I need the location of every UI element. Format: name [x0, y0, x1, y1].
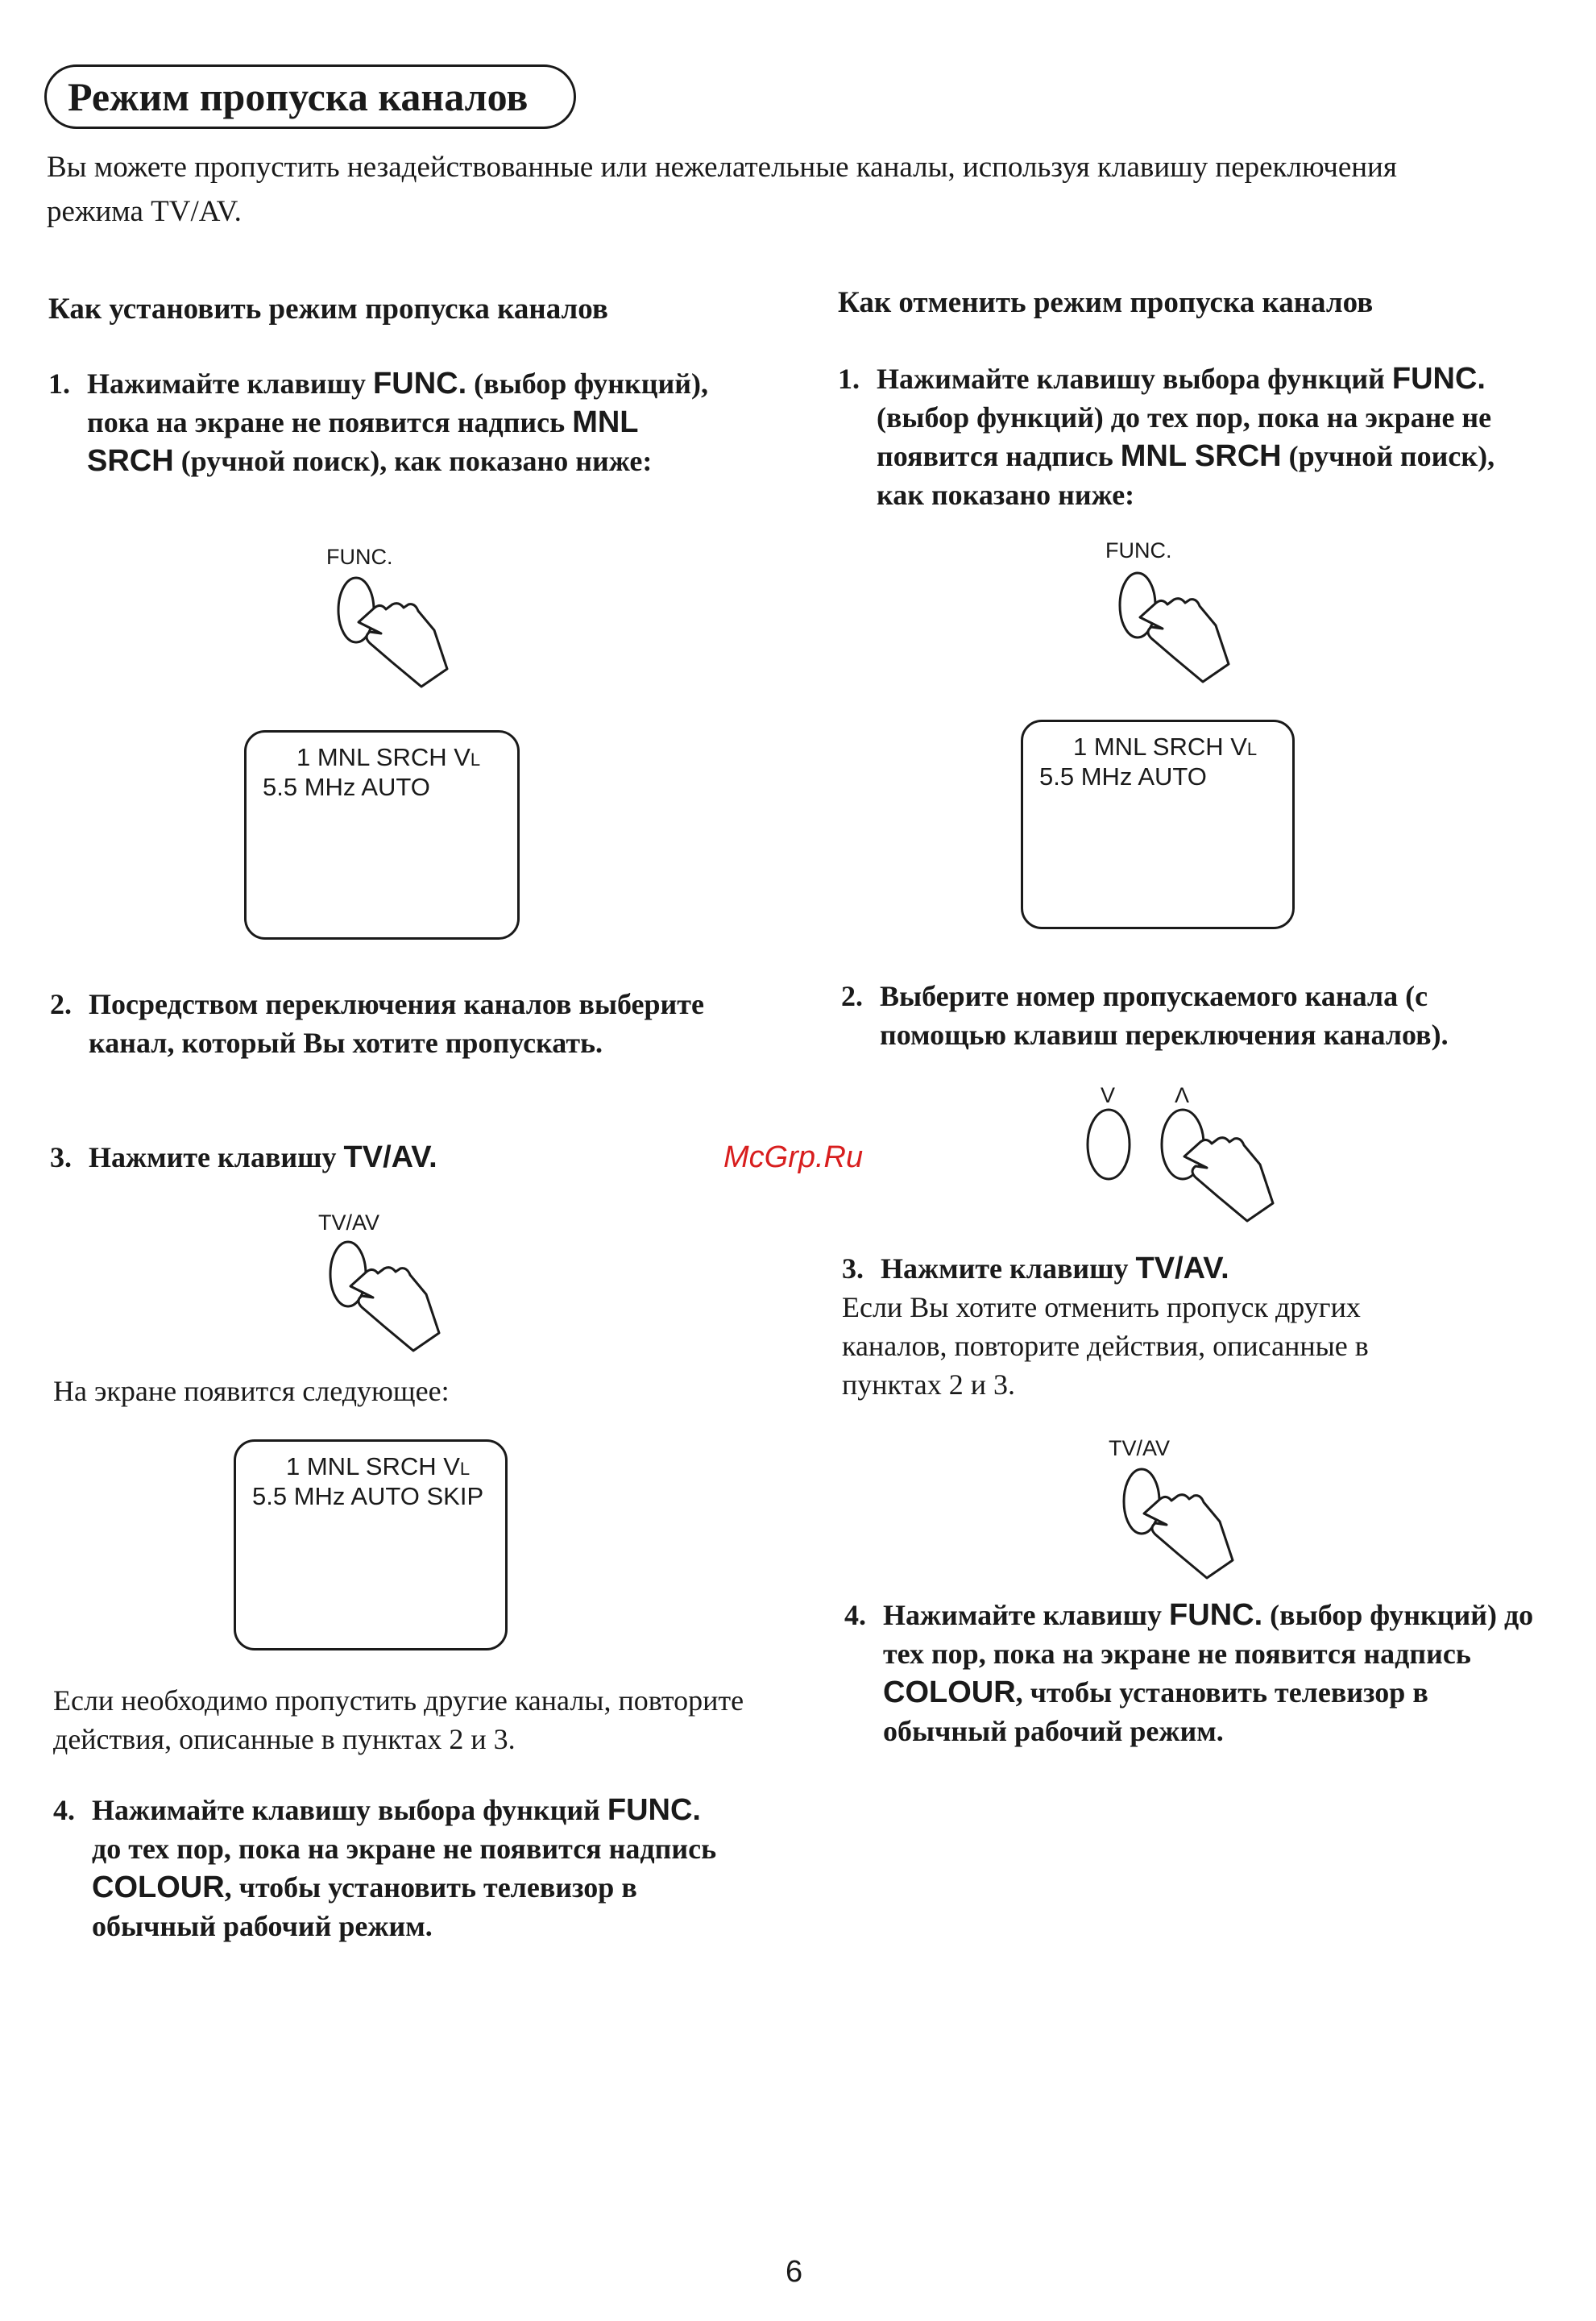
- left-func-label: FUNC.: [326, 545, 393, 569]
- left-screen-1-line2: 5.5 MHz AUTO: [263, 773, 430, 801]
- left-screen-1-line1-sub: L: [470, 749, 481, 770]
- left-tvav-press-icon: [326, 1238, 447, 1359]
- left-step-4-text-b: до тех пор, пока на экране не появится надпись: [92, 1833, 717, 1865]
- right-step-4-number: 4.: [844, 1599, 866, 1631]
- right-heading: Как отменить режим пропуска каналов: [838, 286, 1374, 319]
- right-step-3: [842, 1249, 1535, 1288]
- left-step-1-text-b: (выбор функций), пока на экране не появится надпись: [87, 367, 708, 438]
- left-step-1: [48, 364, 709, 480]
- right-screen-1-line1: 1 MNL SRCH V: [1073, 733, 1247, 761]
- right-tvav-press-icon: [1120, 1465, 1241, 1586]
- right-step-3-description: Если Вы хотите отменить пропуск других каналов, повторите действия, описанные в пунктах 2 и 3.: [842, 1291, 1369, 1401]
- left-step-4-number: 4.: [53, 1794, 75, 1826]
- left-appears-text: На экране появится следующее:: [53, 1375, 450, 1407]
- right-step-3-text-a: Нажмите клавишу: [881, 1252, 1136, 1285]
- right-screen-1-line2: 5.5 MHz AUTO: [1039, 762, 1207, 791]
- left-step-4-key-colour: COLOUR: [92, 1871, 225, 1904]
- right-step-1-key-func: FUNC.: [1391, 362, 1486, 396]
- channel-down-button-icon: [1086, 1108, 1134, 1189]
- right-func-press-icon: [1116, 569, 1237, 690]
- right-screen-1: [1021, 720, 1295, 929]
- right-step-4-text-b: (выбор функций) до тех пор, пока на экране не появится надпись: [883, 1599, 1534, 1670]
- channel-up-label: Λ: [1175, 1083, 1190, 1107]
- left-step-4-key-func: FUNC.: [607, 1793, 701, 1827]
- right-tvav-label: TV/AV: [1109, 1436, 1171, 1460]
- left-step-4-text-c: , чтобы установить телевизор в обычный рабочий режим.: [92, 1871, 637, 1942]
- right-screen-1-line1-sub: L: [1246, 739, 1258, 759]
- page-title: Режим пропуска каналов: [44, 64, 576, 129]
- right-step-1-text-b: (выбор функций) до тех пор, пока на экране не появится надпись: [877, 401, 1492, 472]
- left-heading: Как установить режим пропуска каналов: [48, 293, 608, 326]
- right-step-1-text-c: (ручной поиск), как показано ниже:: [877, 440, 1495, 511]
- left-repeat-text: Если необходимо пропустить другие каналы, повторите действия, описанные в пунктах 2 и 3.: [53, 1684, 744, 1755]
- left-step-1-key-func: FUNC.: [373, 367, 467, 401]
- page-number: 6: [786, 2255, 803, 2289]
- right-step-4-key-colour: COLOUR: [883, 1675, 1016, 1709]
- left-screen-2-line2: 5.5 MHz AUTO SKIP: [252, 1482, 484, 1510]
- left-step-3: [50, 1138, 711, 1177]
- left-step-2-text: Посредством переключения каналов выберите канал, который Вы хотите пропускать.: [89, 988, 704, 1059]
- left-step-1-text-c: (ручной поиск), как показано ниже:: [173, 445, 653, 477]
- left-step-4-text-a: Нажимайте клавишу выбора функций: [92, 1794, 607, 1826]
- right-func-label: FUNC.: [1105, 538, 1172, 563]
- right-step-1-text-a: Нажимайте клавишу выбора функций: [877, 363, 1392, 395]
- left-func-press-icon: [334, 574, 455, 695]
- right-step-2: [841, 977, 1550, 1054]
- right-step-2-text: Выберите номер пропускаемого канала (с помощью клавиш переключения каналов).: [880, 980, 1449, 1051]
- right-step-4-text-a: Нажимайте клавишу: [883, 1599, 1170, 1631]
- left-step-1-number: 1.: [48, 367, 70, 400]
- left-step-2: [50, 985, 711, 1062]
- left-tvav-label: TV/AV: [318, 1210, 380, 1235]
- right-step-1-number: 1.: [838, 363, 860, 395]
- right-step-4: [844, 1596, 1537, 1750]
- right-step-1: [838, 359, 1531, 514]
- right-step-3-key-tvav: TV/AV.: [1135, 1252, 1229, 1285]
- left-screen-1: [244, 730, 520, 940]
- intro-paragraph: Вы можете пропустить незадействованные или нежелательные каналы, используя клавишу переключения режима TV/AV.: [47, 151, 1397, 228]
- right-step-4-text-c: , чтобы установить телевизор в обычный рабочий режим.: [883, 1676, 1428, 1747]
- left-step-3-number: 3.: [50, 1141, 72, 1173]
- left-step-2-number: 2.: [50, 988, 72, 1020]
- left-screen-2: [234, 1439, 508, 1650]
- right-step-4-key-func: FUNC.: [1169, 1598, 1263, 1632]
- left-screen-1-line1: 1 MNL SRCH V: [296, 743, 471, 771]
- left-step-1-key-mnl: MNL SRCH: [87, 405, 638, 478]
- left-step-4: [53, 1791, 730, 1945]
- right-step-2-number: 2.: [841, 980, 863, 1012]
- watermark: McGrp.Ru: [723, 1140, 864, 1174]
- right-step-3-number: 3.: [842, 1252, 864, 1285]
- left-step-3-text: Нажмите клавишу: [89, 1141, 344, 1173]
- channel-up-press-icon: [1160, 1108, 1281, 1237]
- left-step-3-key-tvav: TV/AV.: [343, 1140, 437, 1174]
- left-screen-2-line1: 1 MNL SRCH V: [286, 1452, 460, 1480]
- left-screen-2-line1-sub: L: [459, 1459, 471, 1479]
- channel-down-label: V: [1101, 1083, 1116, 1107]
- left-step-1-text-a: Нажимайте клавишу: [87, 367, 374, 400]
- right-step-1-key-mnl: MNL SRCH: [1120, 439, 1282, 473]
